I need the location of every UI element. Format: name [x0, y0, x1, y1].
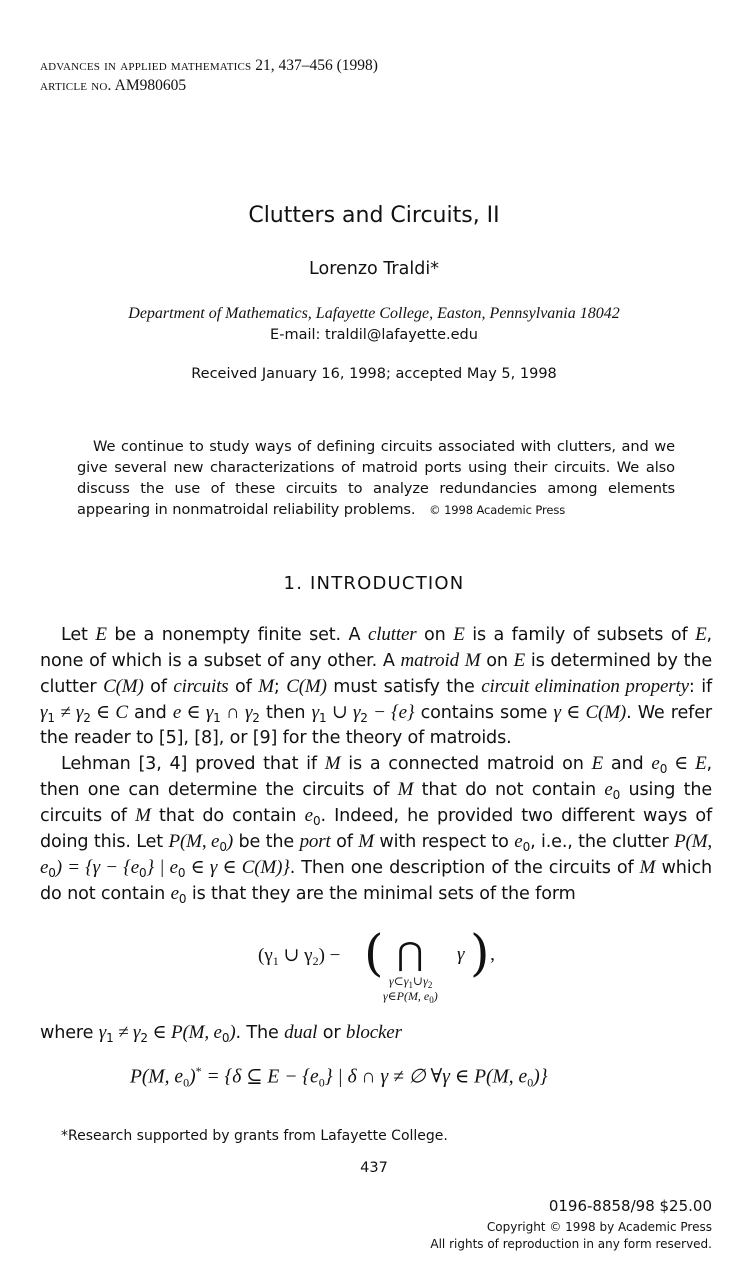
abstract-text: We continue to study ways of defining circuits associated with clutters, and we give several new characterizations of matroid ports using their circuits. We also discuss the use of these circuits to analyze redundancies among elements appearing in nonmatroidal reliability problems. [77, 438, 675, 518]
journal-pages-year: , 437–456 (1998) [270, 57, 378, 74]
equation-under-2: γ∈P(M, $e_0$) [383, 989, 438, 1005]
paragraph-2: Lehman [3, 4] proved that if M is a connected matroid on E and $e_0$ ∈ E, then one can determine the circuits of M that do not contain $e_0$ using the circuits of M that do contain $e_0$. Indeed, he provided two different ways of doing this. Let P(M, $e_0$) be the port of M with respect to $e_0$, i.e., the clutter P(M, $e_0) = \{\gamma - \{e_0\}$ | $e_0$ ∈ γ ∈ C(M)}. Then one description of the circuits of M which do not contain $e_0$ is that they are the minimal sets of the form [40, 753, 712, 906]
equation-under-1: $\gamma\subset\gamma_1\cup\gamma_2$ [389, 974, 433, 990]
article-number-line [40, 76, 186, 96]
equation-tail: , [490, 944, 495, 965]
email: E-mail: traldil@lafayette.edu [270, 327, 478, 343]
journal-volume: 21 [255, 57, 271, 74]
journal-name: advances in applied mathematics [40, 57, 252, 74]
paragraph-1: Let E be a nonempty finite set. A clutter on E is a family of subsets of E, none of which is a subset of any other. A matroid M on E is determined by the clutter C(M) of circuits of M; C(M) must satisfy the circuit elimination property: if $\gamma_1 \ne \gamma_2$ ∈ C and e ∈ $\gamma_1$ ∩ $\gamma_2$ then $\gamma_1$ ∪ $\gamma_2 - \{e\}$ contains some γ ∈ C(M). We refer the reader to [5], [8], or [9] for the theory of matroids. [40, 624, 712, 748]
footer-copyright: Copyright © 1998 by Academic Press [486, 1220, 712, 1234]
paragraph-3: where $\gamma_1 \ne \gamma_2$ ∈ P(M, $e_0$). The dual or blocker [40, 1022, 402, 1045]
footnote: *Research supported by grants from Lafayette College. [61, 1128, 448, 1144]
equation-lhs: ($\gamma_1$ ∪ $\gamma_2$) − [258, 945, 341, 968]
author-name: Lorenzo Traldi* [309, 259, 439, 279]
affiliation: Department of Mathematics, Lafayette College, Easton, Pennsylvania 18042 [128, 305, 620, 322]
journal-header [40, 56, 378, 76]
right-big-paren: ) [470, 924, 490, 982]
article-number: AM980605 [114, 77, 187, 94]
article-label: article no. [40, 77, 112, 94]
intro-text [40, 622, 712, 907]
equation-gamma: γ [457, 944, 465, 965]
received-dates: Received January 16, 1998; accepted May 5, 1998 [191, 366, 557, 382]
display-equation-2: P(M, $e_0)^* = \{\delta$ ⊆ $E - \{e_0\}$ | δ ∩ γ ≠ ∅ ∀γ ∈ P(M, $e_0$)} [130, 1064, 548, 1090]
paper-title: Clutters and Circuits, II [248, 203, 500, 228]
big-intersection-operator: ⋂ [397, 935, 424, 973]
abstract [77, 436, 675, 521]
footer-rights: All rights of reproduction in any form reserved. [430, 1237, 712, 1251]
abstract-copyright: © 1998 Academic Press [429, 503, 566, 517]
left-big-paren: ( [364, 924, 384, 982]
page-number: 437 [360, 1160, 388, 1176]
section-heading: 1. INTRODUCTION [283, 573, 465, 594]
footer-price: 0196-8858/98 $25.00 [548, 1197, 712, 1215]
